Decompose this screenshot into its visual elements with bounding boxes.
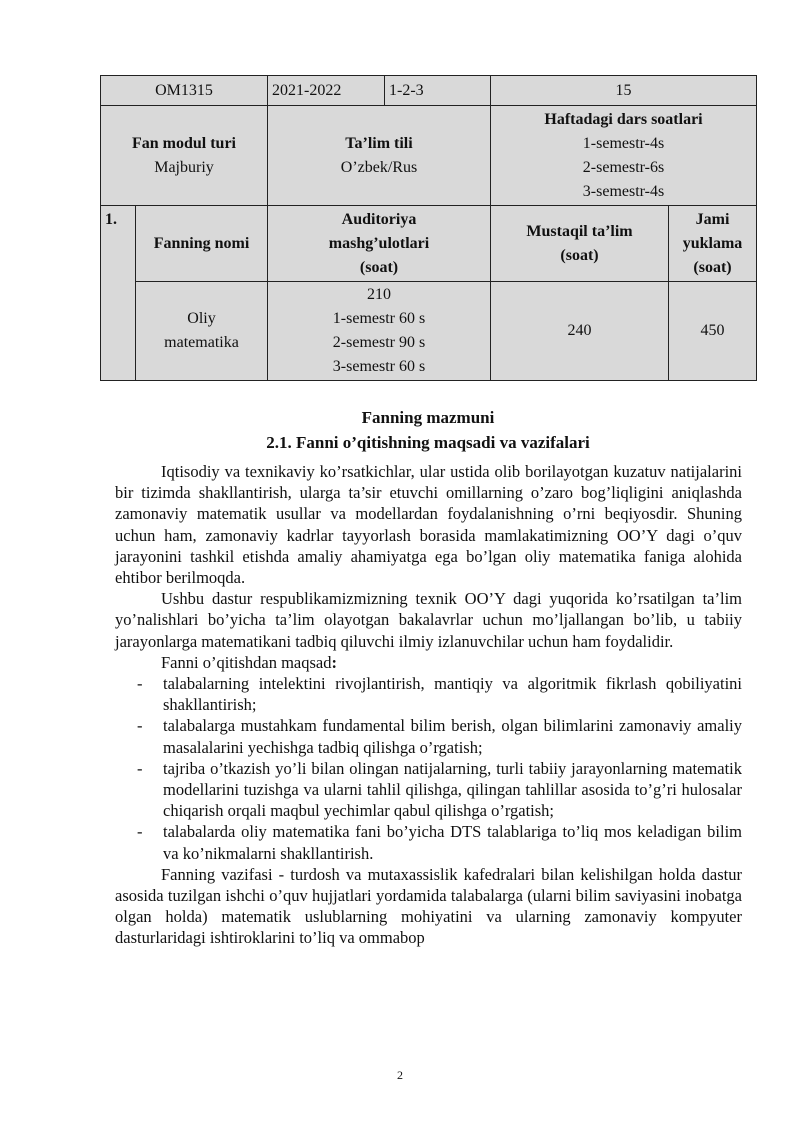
- weekly-hours-line: 2-semestr-6s: [582, 158, 665, 176]
- header-line: Jami: [695, 210, 730, 228]
- subject-name-line: matematika: [164, 334, 239, 351]
- credits-cell: 15: [491, 76, 757, 106]
- weekly-hours-cell: [491, 106, 757, 206]
- header-line: Auditoriya: [341, 210, 417, 228]
- subsection-title: 2.1. Fanni o’qitishning maqsadi va vazifalari: [266, 433, 590, 452]
- list-item: [115, 821, 742, 863]
- section-headings: [100, 405, 756, 455]
- weekly-hours-line: 3-semestr-4s: [582, 182, 665, 200]
- course-info-table: [100, 75, 757, 381]
- module-type-value: Majburiy: [154, 158, 214, 176]
- language-label: Ta’lim tili: [345, 134, 413, 152]
- subject-name-cell: [136, 282, 268, 381]
- paragraph: Fanning vazifasi - turdosh va mutaxassislik kafedralari bilan kelishilgan holda dastur asosida tuzilgan ishchi o’quv hujjatlari yordamida talabalarga (ularni bilim saviyasini inobatga olgan holda) matematik uslublarning mohiyatini va ularning zamonaviy kompyuter dasturlaridagi ishtiroklarini to’liq va ommabop: [115, 864, 742, 948]
- header-line: mashg’ulotlari: [328, 234, 430, 252]
- list-item-text: talabalarning intelektini rivojlantirish, mantiqiy va algoritmik fikrlash qobiliyatini shakllantirish;: [163, 674, 742, 715]
- table-row: [101, 206, 757, 282]
- bullet-dash: -: [137, 674, 143, 694]
- aim-colon: :: [331, 652, 337, 672]
- auditorium-line: 3-semestr 60 s: [332, 358, 426, 375]
- table-row: [101, 282, 757, 381]
- paragraph: Iqtisodiy va texnikaviy ko’rsatkichlar, ular ustida olib borilayotgan kuzatuv natijalarini bir tizimda shakllantirish, ularga ta’sir etuvchi omillarning o’zaro bog’liqligini aniqlashda zamonaviy matematik usullar va modellardan foydalanishning o’rni beqiyosdir. Shuning uchun ham, zamonaviy kadrlar tayyorlash borasida mamlakatimizning OO’Y dagi o’quv jarayonini tashkil etishda amaliy ahamiyatga ega bo’lgan oliy matematika faniga alohida ehtibor berilmoqda.: [115, 462, 742, 588]
- semesters-cell: 1-2-3: [385, 76, 491, 106]
- aims-list: [115, 673, 742, 864]
- table-row: [101, 106, 757, 206]
- header-line: (soat): [359, 258, 399, 276]
- module-type-cell: [101, 106, 268, 206]
- subject-name-line: Oliy: [187, 310, 216, 327]
- bullet-dash: -: [137, 822, 143, 842]
- weekly-hours-line: 1-semestr-4s: [582, 134, 665, 152]
- header-line: yuklama: [682, 234, 743, 252]
- body-text: [115, 461, 742, 949]
- row-number-cell: 1.: [101, 206, 136, 381]
- header-line: Mustaqil ta’lim: [526, 222, 633, 240]
- page-number: 2: [397, 1068, 403, 1082]
- academic-year-cell: 2021-2022: [268, 76, 385, 106]
- subject-name-header: Fanning nomi: [136, 206, 268, 282]
- bullet-dash: -: [137, 758, 143, 778]
- bullet-dash: -: [137, 716, 143, 736]
- section-title: Fanning mazmuni: [361, 408, 495, 427]
- total-load-cell: 450: [669, 282, 757, 381]
- total-load-header: [669, 206, 757, 282]
- list-item: [115, 715, 742, 757]
- auditorium-line: 210: [367, 286, 391, 303]
- auditorium-hours-header: [268, 206, 491, 282]
- list-item-text: talabalarga mustahkam fundamental bilim berish, olgan bilimlarini zamonaviy amaliy masalalarini yechishga tadbiq qilishga o’rgatish;: [163, 716, 742, 757]
- header-line: (soat): [560, 246, 599, 264]
- aim-text: Fanni o’qitishdan maqsad: [161, 652, 332, 672]
- weekly-hours-label: Haftadagi dars soatlari: [544, 110, 703, 128]
- aim-heading: [115, 652, 742, 673]
- table-row: [101, 76, 757, 106]
- module-type-label: Fan modul turi: [131, 134, 236, 152]
- independent-study-header: [491, 206, 669, 282]
- list-item: [115, 673, 742, 715]
- auditorium-line: 2-semestr 90 s: [332, 334, 426, 351]
- module-code-cell: OM1315: [101, 76, 268, 106]
- auditorium-hours-cell: [268, 282, 491, 381]
- header-line: (soat): [693, 258, 732, 276]
- paragraph: Ushbu dastur respublikamizmizning texnik OO’Y dagi yuqorida ko’rsatilgan ta’lim yo’nalishlari bo’yicha ta’lim olayotgan bakalavrlar uchun mo’ljallangan bo’lib, u tabiiy jarayonlarga matematikani tadbiq qiluvchi ilmiy izlanuvchilar uchun ham foydalidir.: [115, 589, 742, 651]
- language-cell: [268, 106, 491, 206]
- auditorium-line: 1-semestr 60 s: [332, 310, 426, 327]
- list-item-text: tajriba o’tkazish yo’li bilan olingan natijalarning, turli tabiiy jarayonlarning matematik modellarini tuzishga va ularni tahlil qilishga, qilingan tahlillar asosida to’g’ri hulosalar chiqarish orqali maqbul yechimlar qabul qilishga o’rgatish;: [163, 758, 742, 821]
- list-item: [115, 758, 742, 822]
- language-value: O’zbek/Rus: [340, 158, 418, 176]
- list-item-text: talabalarda oliy matematika fani bo’yicha DTS talablariga to’liq mos keladigan bilim va ko’nikmalarni shakllantirish.: [163, 822, 742, 863]
- independent-study-cell: 240: [491, 282, 669, 381]
